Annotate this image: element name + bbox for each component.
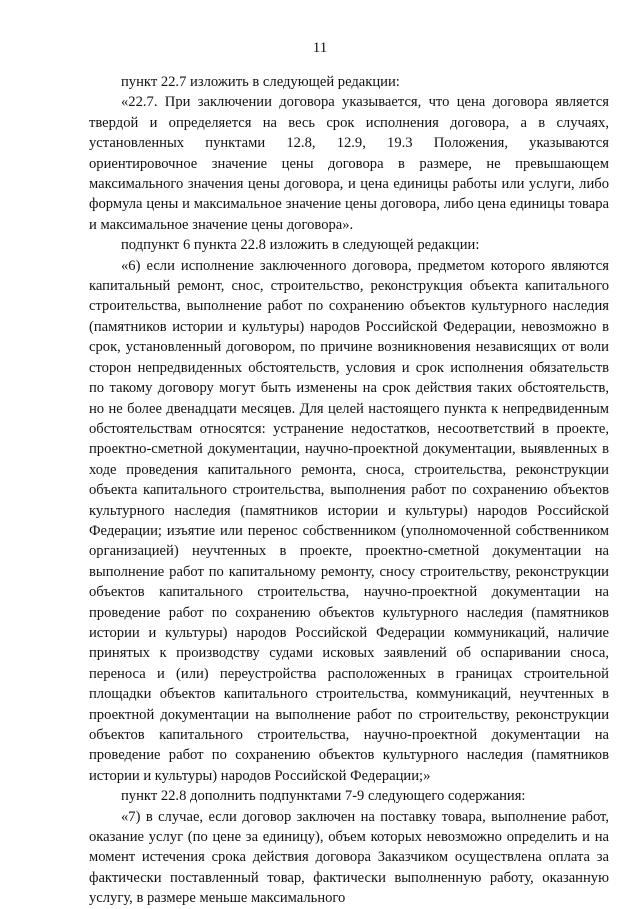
paragraph-clause-22-7: «22.7. При заключении договора указывается, что цена договора является твердой и определяется на весь срок исполнения договора, а в случаях, установленных пунктами 12.8, 12.9, 19.3 Положения, указываются ориентировочное значение цены договора в размере, не превышающем максимального значения цены договора, и цена единицы работы или услуги, либо формула цены и максимальное значение цены договора, либо цена единицы товара и максимальное значение цены договора». — [89, 94, 609, 233]
page-number: 11 — [312, 40, 328, 56]
paragraph-amend-22-7-intro: пункт 22.7 изложить в следующей редакции: — [121, 74, 400, 90]
document-body — [89, 72, 609, 909]
paragraph-amend-22-8-7-9-intro: пункт 22.8 дополнить подпунктами 7-9 следующего содержания: — [121, 788, 526, 805]
paragraph-amend-22-8-6-intro: подпункт 6 пункта 22.8 изложить в следующей редакции: — [121, 237, 480, 254]
paragraph-subclause-7: «7) в случае, если договор заключен на поставку товара, выполнение работ, оказание услуг (по цене за единицу), объем которых невозможно определить и на момент истечения срока действия договора Заказчиком осуществлена оплата за фактически поставленный товар, фактически выполненную работу, оказанную услугу, в размере меньше максимального — [89, 808, 609, 907]
paragraph-subclause-6: «6) если исполнение заключенного договора, предметом которого являются капитальный ремонт, снос, строительство, реконструкция объекта капитального строительства, выполнение работ по сохранению объектов культурного наследия (памятников истории и культуры) народов Российской Федерации, невозможно в срок, установленный договором, по причине возникновения независящих от воли сторон непредвиденных обстоятельств, условия и срок исполнения обязательств по такому договору могут быть изменены на срок действия таких обстоятельств, но не более двенадцати месяцев. Для целей настоящего пункта к непредвиденным обстоятельствам относятся: устранение недостатков, несоответствий в проекте, проектно-сметной документации, научно-проектной документации, выявленных в ходе проведения капитального ремонта, сноса, строительства, реконструкции объекта капитального строительства, выполнения работ по сохранению объектов культурного наследия (памятников истории и культуры) народов Российской Федерации; изъятие или перенос собственником (уполномоченной собственником организацией) неучтенных в проекте, проектно-сметной документации на выполнение работ по капитальному ремонту, сносу строительству, реконструкции объектов капитального строительства, научно-проектной документации на проведение работ по сохранению объектов культурного наследия (памятников истории и культуры) народов Российской Федерации коммуникаций, наличие принятых к производству судами исковых заявлений об оспаривании сноса, переноса и (или) переустройства расположенных в границах строительной площадки объектов капитального строительства, коммуникаций, неучтенных в проектной документации на выполнение работ по строительству, реконструкции объектов капитального строительства, научно-проектной документации на проведение работ по сохранению объектов культурного наследия (памятников истории и культуры) народов Российской Федерации;» — [89, 257, 609, 784]
